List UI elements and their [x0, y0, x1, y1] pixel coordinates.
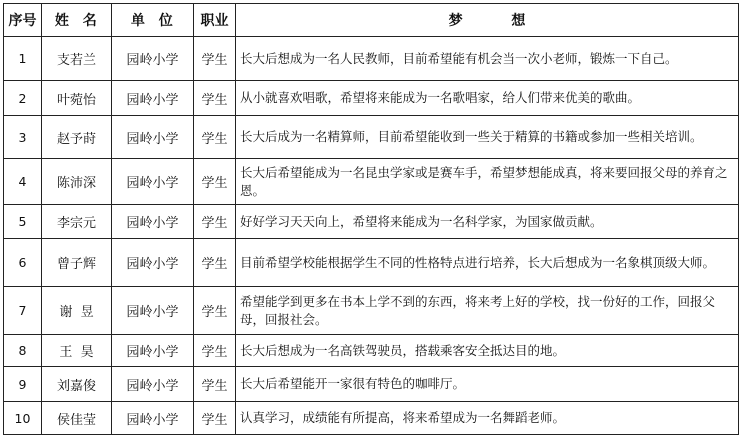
header-row [4, 4, 739, 37]
row-dream: 认真学习，成绩能有所提高，将来希望成为一名舞蹈老师。 [236, 402, 739, 435]
row-index: 4 [4, 159, 42, 205]
row-index: 9 [4, 367, 42, 402]
row-job: 学生 [194, 287, 236, 335]
dreams-table [3, 3, 739, 435]
row-job: 学生 [194, 205, 236, 239]
row-name: 侯佳莹 [42, 402, 112, 435]
table-row [4, 367, 739, 402]
row-unit: 园岭小学 [112, 37, 194, 81]
row-index: 2 [4, 81, 42, 116]
row-dream: 长大后希望能开一家很有特色的咖啡厅。 [236, 367, 739, 402]
row-index: 7 [4, 287, 42, 335]
row-dream: 长大后成为一名精算师，目前希望能收到一些关于精算的书籍或参加一些相关培训。 [236, 116, 739, 159]
table-row [4, 205, 739, 239]
row-index: 3 [4, 116, 42, 159]
row-name: 谢 昱 [42, 287, 112, 335]
table-row [4, 159, 739, 205]
row-name: 叶菀怡 [42, 81, 112, 116]
row-unit: 园岭小学 [112, 287, 194, 335]
table-row [4, 402, 739, 435]
row-job: 学生 [194, 239, 236, 287]
table-row [4, 335, 739, 367]
row-dream: 目前希望学校能根据学生不同的性格特点进行培养，长大后想成为一名象棋顶级大师。 [236, 239, 739, 287]
table-row [4, 287, 739, 335]
row-unit: 园岭小学 [112, 335, 194, 367]
row-unit: 园岭小学 [112, 402, 194, 435]
header-unit: 单 位 [112, 4, 194, 37]
row-name: 刘嘉俊 [42, 367, 112, 402]
row-unit: 园岭小学 [112, 239, 194, 287]
row-job: 学生 [194, 159, 236, 205]
row-job: 学生 [194, 402, 236, 435]
table-row [4, 81, 739, 116]
row-dream: 希望能学到更多在书本上学不到的东西，将来考上好的学校，找一份好的工作，回报父母，回报社会。 [236, 287, 739, 335]
row-unit: 园岭小学 [112, 116, 194, 159]
table-row [4, 239, 739, 287]
row-name: 支若兰 [42, 37, 112, 81]
row-job: 学生 [194, 367, 236, 402]
row-job: 学生 [194, 116, 236, 159]
row-unit: 园岭小学 [112, 205, 194, 239]
row-name: 陈沛深 [42, 159, 112, 205]
row-index: 8 [4, 335, 42, 367]
row-job: 学生 [194, 37, 236, 81]
row-index: 5 [4, 205, 42, 239]
row-dream: 好好学习天天向上，希望将来能成为一名科学家，为国家做贡献。 [236, 205, 739, 239]
row-unit: 园岭小学 [112, 367, 194, 402]
row-dream: 长大后想成为一名人民教师，目前希望能有机会当一次小老师，锻炼一下自己。 [236, 37, 739, 81]
row-dream: 长大后想成为一名高铁驾驶员，搭载乘客安全抵达目的地。 [236, 335, 739, 367]
row-job: 学生 [194, 81, 236, 116]
row-unit: 园岭小学 [112, 159, 194, 205]
row-name: 王 昊 [42, 335, 112, 367]
row-unit: 园岭小学 [112, 81, 194, 116]
table-row [4, 37, 739, 81]
row-dream: 长大后希望能成为一名昆虫学家或是赛车手，希望梦想能成真，将来要回报父母的养育之恩。 [236, 159, 739, 205]
row-job: 学生 [194, 335, 236, 367]
row-index: 1 [4, 37, 42, 81]
header-index: 序号 [4, 4, 42, 37]
row-dream: 从小就喜欢唱歌，希望将来能成为一名歌唱家，给人们带来优美的歌曲。 [236, 81, 739, 116]
header-name: 姓 名 [42, 4, 112, 37]
row-index: 6 [4, 239, 42, 287]
row-name: 曾子辉 [42, 239, 112, 287]
row-name: 赵予莳 [42, 116, 112, 159]
table-row [4, 116, 739, 159]
header-dream: 梦 想 [236, 4, 739, 37]
header-job: 职业 [194, 4, 236, 37]
row-name: 李宗元 [42, 205, 112, 239]
row-index: 10 [4, 402, 42, 435]
